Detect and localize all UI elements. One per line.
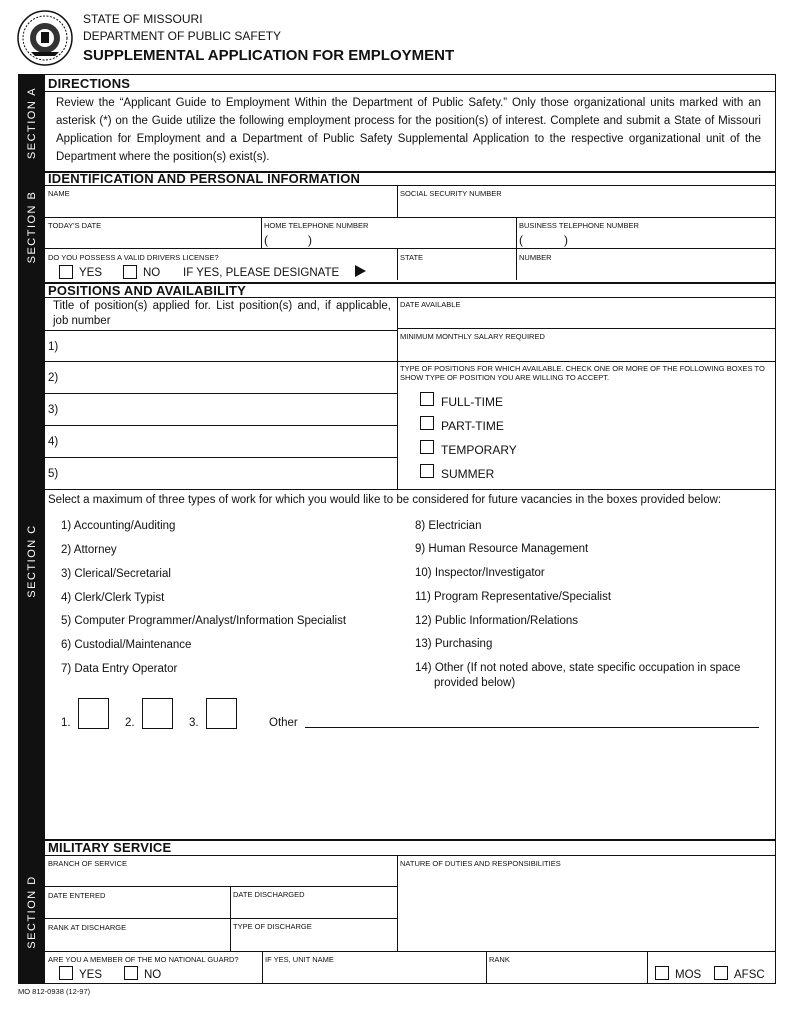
other-label: Other [269,717,298,729]
rank-discharge-label: RANK AT DISCHARGE [48,923,127,932]
mos-checkbox[interactable] [655,966,669,980]
rank-label: RANK [489,955,510,964]
license-number-label: NUMBER [519,253,552,262]
license-yes-checkbox[interactable] [59,265,73,279]
work-type-item: 1) Accounting/Auditing [61,520,176,532]
temporary-label: TEMPORARY [441,443,517,457]
work-type-other-continued: provided below) [434,677,516,689]
header-state: STATE OF MISSOURI [83,12,203,26]
afsc-checkbox[interactable] [714,966,728,980]
work-type-item: 8) Electrician [415,520,482,532]
section-b-heading: IDENTIFICATION AND PERSONAL INFORMATION [48,171,361,186]
guard-yes-label: YES [79,969,103,981]
summer-checkbox[interactable] [420,464,434,478]
section-c-heading: POSITIONS AND AVAILABILITY [48,283,247,298]
if-yes-designate-label: IF YES, PLEASE DESIGNATE [183,267,340,279]
work-type-item: 3) Clerical/Secretarial [61,568,171,580]
date-available-label: DATE AVAILABLE [400,300,461,309]
type-positions-label: TYPE OF POSITIONS FOR WHICH AVAILABLE. CHECK ONE OR MORE OF THE FOLLOWING BOXES TO SHOW TYPE OF POSITION YOU ARE WILLING TO ACCEPT. [400,364,765,382]
position-line-4[interactable]: 4) [48,436,59,448]
business-phone-paren-close: ) [564,233,568,247]
business-phone-paren-open: ( [519,233,523,247]
afsc-label: AFSC [734,969,765,981]
section-d-heading: MILITARY SERVICE [48,840,172,855]
home-phone-paren-close: ) [308,233,312,247]
work-type-item: 6) Custodial/Maintenance [61,639,192,651]
position-line-3[interactable]: 3) [48,404,59,416]
work-type-other: 14) Other (If not noted above, state specific occupation in space [415,662,741,674]
work-type-item: 12) Public Information/Relations [415,615,578,627]
position-line-2[interactable]: 2) [48,372,59,384]
home-phone-label: HOME TELEPHONE NUMBER [264,221,369,230]
nature-duties-label: NATURE OF DUTIES AND RESPONSIBILITIES [400,859,561,868]
todays-date-label: TODAY'S DATE [48,221,102,230]
min-salary-label: MINIMUM MONTHLY SALARY REQUIRED [400,332,545,341]
state-seal-logo [17,10,73,66]
summer-label: SUMMER [441,467,495,481]
license-yes-label: YES [79,267,103,279]
choice-box-3[interactable] [206,698,237,729]
license-no-label: NO [143,267,161,279]
part-time-label: PART-TIME [441,419,504,433]
section-a-heading: DIRECTIONS [48,76,131,91]
work-type-item: 7) Data Entry Operator [61,663,178,675]
temporary-checkbox[interactable] [420,440,434,454]
section-b-sidebar: SECTION B [18,171,45,282]
work-type-item: 13) Purchasing [415,638,493,650]
business-phone-label: BUSINESS TELEPHONE NUMBER [519,221,639,230]
drivers-license-label: DO YOU POSSESS A VALID DRIVERS LICENSE? [48,253,219,262]
select-instruction: Select a maximum of three types of work for which you would like to be considered for future vacancies in the boxes provided below: [48,494,722,506]
full-time-label: FULL-TIME [441,395,504,409]
full-time-checkbox[interactable] [420,392,434,406]
ssn-label: SOCIAL SECURITY NUMBER [400,189,502,198]
section-d-sidebar: SECTION D [18,839,45,984]
form-number: MO 812-0938 (12-97) [18,987,91,996]
work-type-item: 10) Inspector/Investigator [415,567,545,579]
guard-no-checkbox[interactable] [124,966,138,980]
home-phone-paren-open: ( [264,233,268,247]
section-a-sidebar: SECTION A [18,74,45,171]
position-line-5[interactable]: 5) [48,468,59,480]
choice-box-1[interactable] [78,698,109,729]
unit-name-label: IF YES, UNIT NAME [265,955,334,964]
work-type-item: 5) Computer Programmer/Analyst/Information Specialist [61,615,347,627]
part-time-checkbox[interactable] [420,416,434,430]
choice-box-2[interactable] [142,698,173,729]
position-line-1[interactable]: 1) [48,341,59,353]
header-department: DEPARTMENT OF PUBLIC SAFETY [83,29,282,43]
mos-label: MOS [675,969,702,981]
work-type-item: 2) Attorney [61,544,117,556]
license-no-checkbox[interactable] [123,265,137,279]
other-input-line[interactable] [305,727,759,728]
work-type-item: 9) Human Resource Management [415,543,589,555]
choice-label-2: 2. [125,717,135,729]
license-state-label: STATE [400,253,424,262]
section-c-sidebar: SECTION C [18,282,45,839]
national-guard-label: ARE YOU A MEMBER OF THE MO NATIONAL GUARD? [48,955,239,964]
directions-text: Review the “Applicant Guide to Employment Within the Department of Public Safety.” Only those organizational units marked with an asterisk (*) on the Guide utilize the following employment process for the position(s) of interest. Complete and submit a State of Missouri Application for Employment and a Department of Public Safety Supplemental Application to the respective organizational unit of the Department where the position(s) exist(s). [56,97,761,163]
work-type-item: 11) Program Representative/Specialist [415,591,612,603]
work-type-item: 4) Clerk/Clerk Typist [61,592,165,604]
guard-no-label: NO [144,969,162,981]
form-title: SUPPLEMENTAL APPLICATION FOR EMPLOYMENT [83,47,455,64]
choice-label-1: 1. [61,717,71,729]
type-discharge-label: TYPE OF DISCHARGE [233,922,312,931]
choice-label-3: 3. [189,717,199,729]
arrow-right-icon [355,265,366,277]
date-discharged-label: DATE DISCHARGED [233,890,305,899]
title-positions-label: Title of position(s) applied for. List position(s) and, if applicable, job number [53,300,391,327]
date-entered-label: DATE ENTERED [48,891,106,900]
name-label: NAME [48,189,70,198]
branch-label: BRANCH OF SERVICE [48,859,128,868]
guard-yes-checkbox[interactable] [59,966,73,980]
